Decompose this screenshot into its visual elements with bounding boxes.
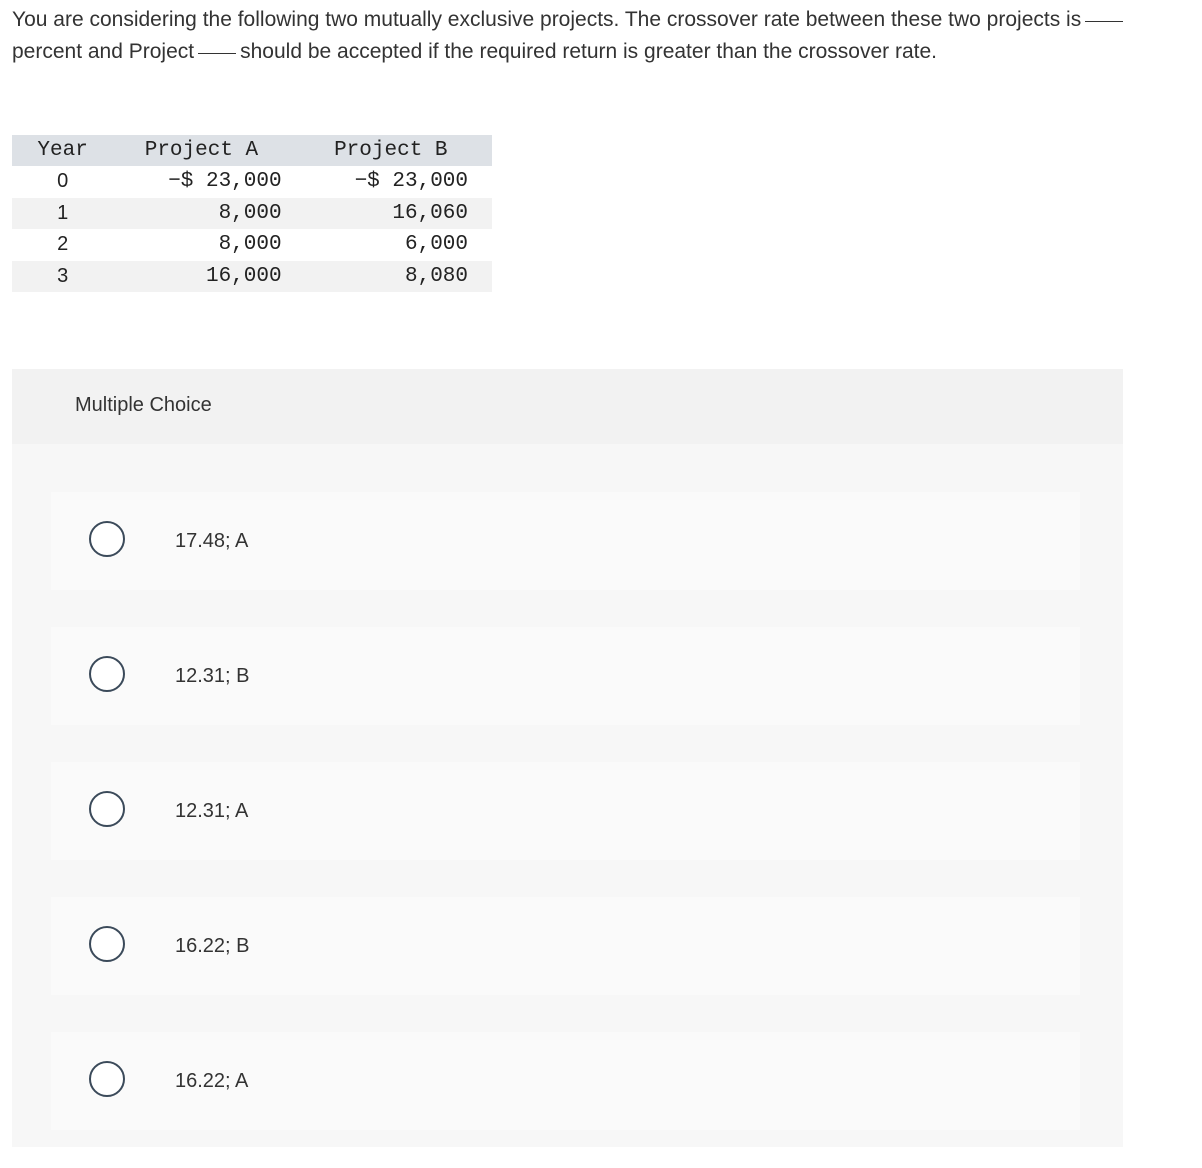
radio-button[interactable] — [89, 656, 125, 692]
question-part-2: percent and Project — [12, 40, 195, 63]
choice-label[interactable]: 12.31; A — [175, 800, 249, 822]
header-project-b: Project B — [290, 135, 492, 166]
year-cell: 1 — [12, 198, 113, 230]
project-b-cell: 6,000 — [404, 233, 468, 257]
choice-option-5[interactable] — [51, 1032, 1080, 1130]
table-row — [12, 229, 492, 261]
choice-label[interactable]: 16.22; B — [175, 935, 250, 957]
radio-button[interactable] — [89, 791, 125, 827]
project-b-cell: 8,080 — [290, 261, 492, 293]
choice-option-1[interactable] — [51, 492, 1080, 590]
header-year: Year — [12, 135, 113, 166]
project-a-cell: −$ 23,000 — [168, 170, 282, 194]
cash-flow-table — [12, 135, 492, 292]
year-cell: 3 — [12, 261, 113, 293]
question-part-1: You are considering the following two mutually exclusive projects. The crossover rate between these two projects is — [12, 8, 1082, 31]
radio-button[interactable] — [89, 521, 125, 557]
choice-label[interactable]: 12.31; B — [175, 665, 250, 687]
radio-button[interactable] — [89, 1061, 125, 1097]
multiple-choice-header — [12, 369, 1123, 444]
table-header-row — [12, 135, 492, 166]
choice-label[interactable]: 17.48; A — [175, 530, 249, 552]
project-a-cell: 16,000 — [113, 261, 289, 293]
choice-option-3[interactable] — [51, 762, 1080, 860]
project-b-cell: −$ 23,000 — [354, 170, 468, 194]
choice-label[interactable]: 16.22; A — [175, 1070, 249, 1092]
table-row — [12, 198, 492, 230]
project-a-cell: 8,000 — [113, 198, 289, 230]
year-cell: 0 — [57, 170, 69, 193]
choice-option-2[interactable] — [51, 627, 1080, 725]
multiple-choice-title: Multiple Choice — [75, 394, 212, 416]
blank-crossover-rate — [1085, 20, 1123, 22]
question-part-3: should be accepted if the required return is greater than the crossover rate. — [240, 40, 938, 63]
table-row — [12, 166, 492, 198]
header-project-a: Project A — [113, 135, 289, 166]
radio-button[interactable] — [89, 926, 125, 962]
table-row — [12, 261, 492, 293]
choice-option-4[interactable] — [51, 897, 1080, 995]
project-b-cell: 16,060 — [290, 198, 492, 230]
project-a-cell: 8,000 — [218, 233, 282, 257]
blank-project — [198, 52, 236, 54]
multiple-choice-panel — [12, 369, 1123, 1147]
question-text — [12, 4, 1162, 68]
year-cell: 2 — [57, 233, 69, 256]
